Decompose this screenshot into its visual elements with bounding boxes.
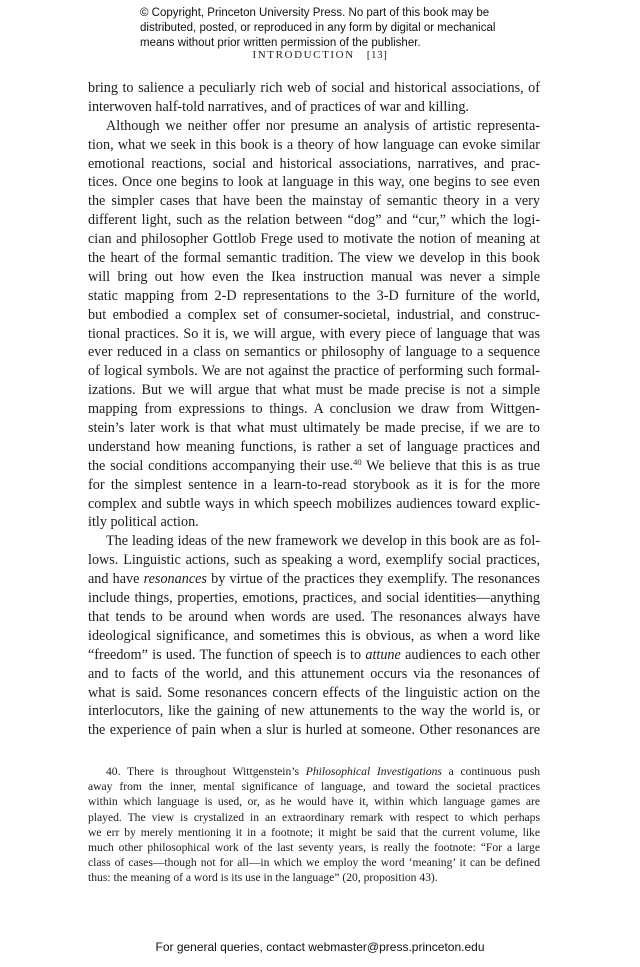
text-line: include things, properties, emotions, practices, and social identities—anything	[88, 590, 540, 607]
text-line	[88, 457, 540, 476]
copyright-line: distributed, posted, or reproduced in any form by digital or mechanical	[140, 22, 496, 34]
page-number: [13]	[366, 49, 388, 61]
text-line: cian and philosopher Gottlob Frege used to motivate the notion of meaning at	[88, 231, 540, 248]
footnote-line: played. The view is crystalized in an extraordinary remark with respect to which perhaps	[88, 810, 540, 824]
text-run: “freedom” is used. The function of speech is to	[88, 646, 362, 663]
text-line: stein’s later work is that what must ultimately be made precise, if we are to	[88, 420, 540, 437]
text-line: understand how meaning functions, is rather a set of language practices and	[88, 438, 540, 455]
text-run: audiences to each other	[400, 646, 541, 663]
footnote-line: class of cases—though not for all—in which we employ the word ‘meaning’ it can be defined	[88, 856, 540, 870]
text-line: the experience of pain when a slur is hurled at someone. Other resonances are	[88, 722, 540, 739]
text-line: emotional reactions, social and historical associations, narratives, and prac-	[88, 155, 540, 172]
text-line: tion, what we seek in this book is a theory of how language can evoke similar	[88, 136, 540, 153]
text-line: bring to salience a peculiarly rich web of social and historical associations, of	[88, 80, 540, 96]
text-line: interwoven half-told narratives, and of practices of war and killing.	[88, 98, 469, 115]
text-line	[88, 570, 540, 589]
text-line: mapping from expressions to things. A conclusion we draw from Wittgen-	[88, 401, 540, 418]
italic-term: resonances	[143, 571, 207, 588]
text-line: but embodied a complex set of consumer-societal, industrial, and construc-	[88, 306, 540, 323]
text-line: for the simplest sentence in a learn-to-read storybook as it is for the more	[88, 476, 540, 493]
copyright-notice	[140, 6, 540, 51]
text-line: of logical symbols. We are not against the practice of performing such formal-	[88, 363, 540, 380]
text-line: tional practices. So it is, we will argue, with every piece of language that was	[88, 325, 540, 342]
footnote-reference[interactable]: 40	[353, 456, 362, 467]
text-run: the social conditions accompanying their use.	[88, 457, 354, 474]
text-line: itly political action.	[88, 514, 199, 531]
running-head	[0, 49, 640, 61]
text-run: a continuous push	[441, 765, 541, 778]
text-line: ever reduced in a class on semantics or philosophy of language to a sequence	[88, 344, 540, 361]
footnote-line	[88, 764, 540, 779]
footnote-line: we err by merely mentioning it in a footnote; it might be said that the current volume, like	[88, 825, 540, 839]
text-line: different light, such as the relation between “dog” and “cur,” which the logi-	[88, 212, 540, 229]
italic-term: attune	[365, 646, 401, 663]
text-line: ideological significance, and sometimes this is obvious, as when a word like	[88, 627, 540, 644]
footnote-line: within which language is used, or, as he would have it, within which language games are	[88, 795, 540, 809]
text-line: the simpler cases that have been the mainstay of semantic theory in a very	[88, 193, 540, 210]
text-line: tices. Once one begins to look at language in this way, one begins to see even	[88, 174, 540, 191]
copyright-line: © Copyright, Princeton University Press. No part of this book may be	[140, 7, 490, 19]
text-line: will bring out how even the Ikea instruction manual was never a simple	[88, 268, 540, 285]
text-line: what is said. Some resonances concern effects of the linguistic action on the	[88, 684, 540, 701]
text-line: the heart of the formal semantic tradition. The view we develop in this book	[88, 250, 540, 267]
text-line	[88, 646, 540, 665]
footnote	[88, 764, 540, 886]
footnote-line: thus: the meaning of a word is its use in the language” (20, proposition 43).	[88, 871, 438, 885]
text-line: interlocutors, like the gaining of new attunements to the way the world is, or	[88, 703, 540, 720]
text-line: The leading ideas of the new framework we develop in this book are as fol-	[106, 533, 540, 550]
footnote-line: much other philosophical work of the last seventy years, is really the footnote: “For a large	[88, 840, 540, 854]
running-head-title: INTRODUCTION	[252, 49, 355, 61]
text-line: static mapping from 2-D representations to the 3-D furniture of the world,	[88, 287, 540, 304]
text-run: and have	[88, 571, 144, 588]
footnote-line: away from the inner, mental significance of language, and toward the societal practices	[88, 780, 540, 794]
page-footer	[0, 940, 640, 954]
footer-contact-text: For general queries, contact webmaster@press.princeton.edu	[155, 940, 485, 954]
text-line: that tends to be around when words are used. The resonances always have	[88, 608, 540, 625]
copyright-line: means without prior written permission of the publisher.	[140, 37, 421, 49]
body-text	[88, 79, 540, 740]
text-line: complex and subtle ways in which speech mobilizes audiences toward explic-	[88, 495, 540, 512]
text-run: 40. There is throughout Wittgenstein’s	[106, 765, 306, 778]
text-line: Although we neither offer nor presume an analysis of artistic representa-	[106, 117, 540, 134]
text-line: lows. Linguistic actions, such as speaking a word, exemplify social practices,	[88, 552, 540, 569]
text-run: by virtue of the practices they exemplify. The resonances	[206, 571, 540, 588]
book-title: Philosophical Investigations	[305, 765, 442, 778]
text-line: and to facts of the world, and this attunement occurs via the resonances of	[88, 665, 540, 682]
text-line: izations. But we will argue that what must be made precise is not a simple	[88, 382, 540, 399]
text-run: We believe that this is as true	[361, 457, 540, 474]
